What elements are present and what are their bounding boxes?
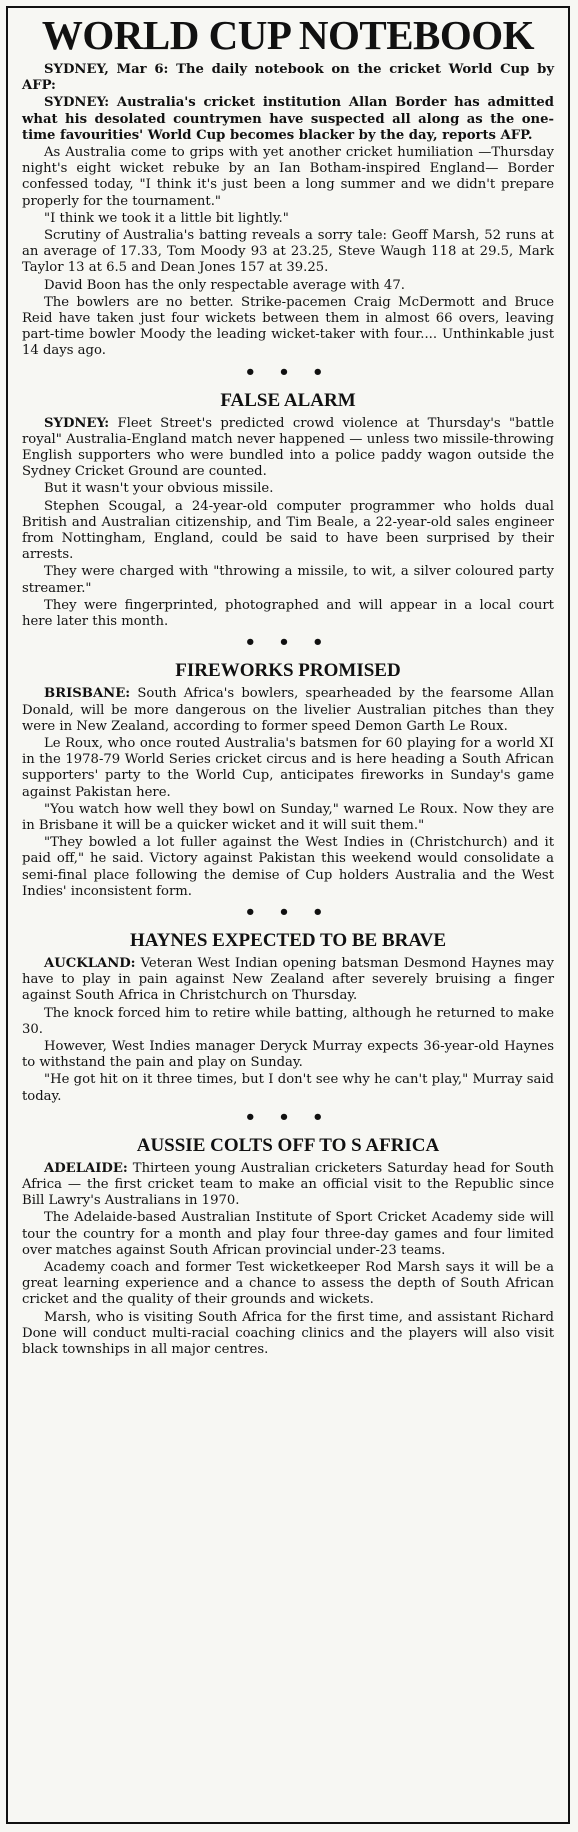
paragraph-text: Veteran West Indian opening batsman Desmond Haynes may have to play in pain against New Zealand after severely bruising a finger against South Africa in Christchurch on Thursday.	[22, 955, 554, 1004]
article-paragraph	[22, 802, 554, 834]
paragraph-text: "They bowled a lot fuller against the West Indies in (Christchurch) and it paid off," he said. Victory against Pakistan this weekend would consolidate a semi-final place following the demise of Cup holders Australia and the West Indies' inconsistent form.	[22, 835, 554, 899]
paragraph-text: SYDNEY, Mar 6: The daily notebook on the cricket World Cup by AFP:	[22, 62, 554, 94]
paragraph-text: "He got hit on it three times, but I don't see why he can't play," Murray said today.	[22, 1072, 554, 1104]
paragraph-text: "You watch how well they bowl on Sunday," warned Le Roux. Now they are in Brisbane it will be a quicker wicket and it will suit them."	[22, 801, 554, 833]
paragraph-text: Le Roux, who once routed Australia's batsmen for 60 playing for a world XI in the 1978-79 World Series cricket circus and is here heading a South African supporters' party to the World Cup, anticipates fireworks in Sunday's game against Pakistan here.	[22, 735, 554, 800]
dateline: SYDNEY:	[44, 415, 110, 431]
paragraph-text: David Boon has the only respectable average with 47.	[44, 277, 405, 293]
article-paragraph	[22, 956, 554, 1005]
article-paragraph	[22, 278, 554, 294]
section-separator: • • •	[244, 901, 332, 923]
article-paragraph	[22, 211, 554, 227]
article-paragraph	[22, 145, 554, 210]
article-paragraph	[22, 1210, 554, 1259]
paragraph-text: The knock forced him to retire while batting, although he returned to make 30.	[22, 1005, 554, 1037]
article-paragraph	[22, 1039, 554, 1071]
paragraph-text: Academy coach and former Test wicketkeeper Rod Marsh says it will be a great learning experience and a chance to assess the depth of South African cricket and the quality of their grounds and wickets.	[22, 1259, 554, 1308]
paragraph-text: However, West Indies manager Deryck Murray expects 36-year-old Haynes to withstand the pain and play on Sunday.	[22, 1038, 554, 1071]
article-body	[22, 62, 554, 1358]
paragraph-text: Stephen Scougal, a 24-year-old computer programmer who holds dual British and Australian citizenship, and Tim Beale, a 22-year-old sales engineer from Nottingham, England, could be said to have been surprised by their arrests.	[22, 498, 554, 563]
paragraph-text: The bowlers are no better. Strike-pacemen Craig McDermott and Bruce Reid have taken just four wickets between them in almost 66 overs, leaving part-time bowler Moody the leading wicket-taker with four.... Unthinkable just 14 days ago.	[22, 294, 554, 359]
paragraph-text: Scrutiny of Australia's batting reveals a sorry tale: Geoff Marsh, 52 runs at an average of 17.33, Tom Moody 93 at 23.25, Steve Waugh 118 at 29.5, Mark Taylor 13 at 6.5 and Dean Jones 157 at 39.25.	[22, 228, 554, 276]
article-paragraph	[22, 564, 554, 596]
paragraph-text: They were charged with "throwing a missile, to wit, a silver coloured party streamer."	[22, 564, 554, 596]
section-heading: AUSSIE COLTS OFF TO S AFRICA	[136, 1134, 440, 1156]
article-paragraph	[22, 736, 554, 801]
paragraph-text: "I think we took it a little bit lightly."	[44, 210, 289, 226]
article-section	[22, 901, 554, 1105]
article-paragraph	[22, 228, 554, 277]
section-separator: • • •	[244, 632, 332, 654]
article-paragraph	[22, 95, 554, 144]
dateline: ADELAIDE:	[44, 1160, 128, 1176]
paragraph-text: They were fingerprinted, photographed and will appear in a local court here later this month.	[22, 597, 554, 630]
paragraph-text: But it wasn't your obvious missile.	[44, 481, 274, 497]
section-heading: FALSE ALARM	[220, 389, 356, 411]
dateline: BRISBANE:	[44, 686, 131, 702]
paragraph-text: Thirteen young Australian cricketers Saturday head for South Africa — the first cricket team to make an official visit to the Republic since Bill Lawry's Australians in 1970.	[22, 1160, 554, 1209]
article-paragraph	[22, 1072, 554, 1104]
section-separator: • • •	[244, 361, 332, 383]
paragraph-text: South Africa's bowlers, spearheaded by the fearsome Allan Donald, will be more dangerous on the livelier Australian pitches than they were in New Zealand, according to former speed Demon Garth Le Roux.	[22, 686, 554, 734]
paragraph-text: Marsh, who is visiting South Africa for the first time, and assistant Richard Done will conduct multi-racial coaching clinics and the players will also visit black townships in all major centres.	[22, 1309, 554, 1357]
article-section	[22, 62, 554, 360]
dateline: AUCKLAND:	[44, 955, 136, 971]
paragraph-text: Fleet Street's predicted crowd violence at Thursday's "battle royal" Australia-England match never happened — unless two missile-throwing English supporters who were bundled into a police paddy wagon outside the Sydney Cricket Ground are counted.	[22, 415, 554, 480]
paragraph-text: SYDNEY: Australia's cricket institution Allan Border has admitted what his desolated countrymen have suspected all along as the one-time favourities' World Cup becomes blacker by the day, reports AFP.	[22, 95, 554, 143]
section-separator: • • •	[244, 1106, 332, 1128]
article-paragraph	[22, 598, 554, 630]
section-heading: FIREWORKS PROMISED	[175, 660, 401, 682]
article-section	[22, 634, 554, 900]
article-paragraph	[22, 1260, 554, 1309]
article-section	[22, 1106, 554, 1358]
article-paragraph	[22, 1310, 554, 1359]
newspaper-clipping	[6, 6, 570, 1824]
article-paragraph	[22, 1161, 554, 1210]
article-paragraph	[22, 835, 554, 900]
article-paragraph	[22, 295, 554, 360]
article-paragraph	[22, 416, 554, 481]
article-paragraph	[22, 686, 554, 735]
paragraph-text: The Adelaide-based Australian Institute of Sport Cricket Academy side will tour the country for a month and play four three-day games and four limited over matches against South African provincial under-23 teams.	[22, 1210, 554, 1258]
article-section	[22, 361, 554, 631]
article-paragraph	[22, 499, 554, 564]
article-paragraph	[22, 481, 554, 497]
article-paragraph	[22, 1006, 554, 1038]
paragraph-text: As Australia come to grips with yet another cricket humiliation —Thursday night's eight wicket rebuke by an Ian Botham-inspired England— Border confessed today, "I think it's just been a long summer and we didn't prepare properly for the tournament."	[22, 145, 554, 209]
article-paragraph	[22, 62, 554, 94]
masthead-title: WORLD CUP NOTEBOOK	[41, 12, 535, 58]
section-heading: HAYNES EXPECTED TO BE BRAVE	[129, 929, 447, 951]
